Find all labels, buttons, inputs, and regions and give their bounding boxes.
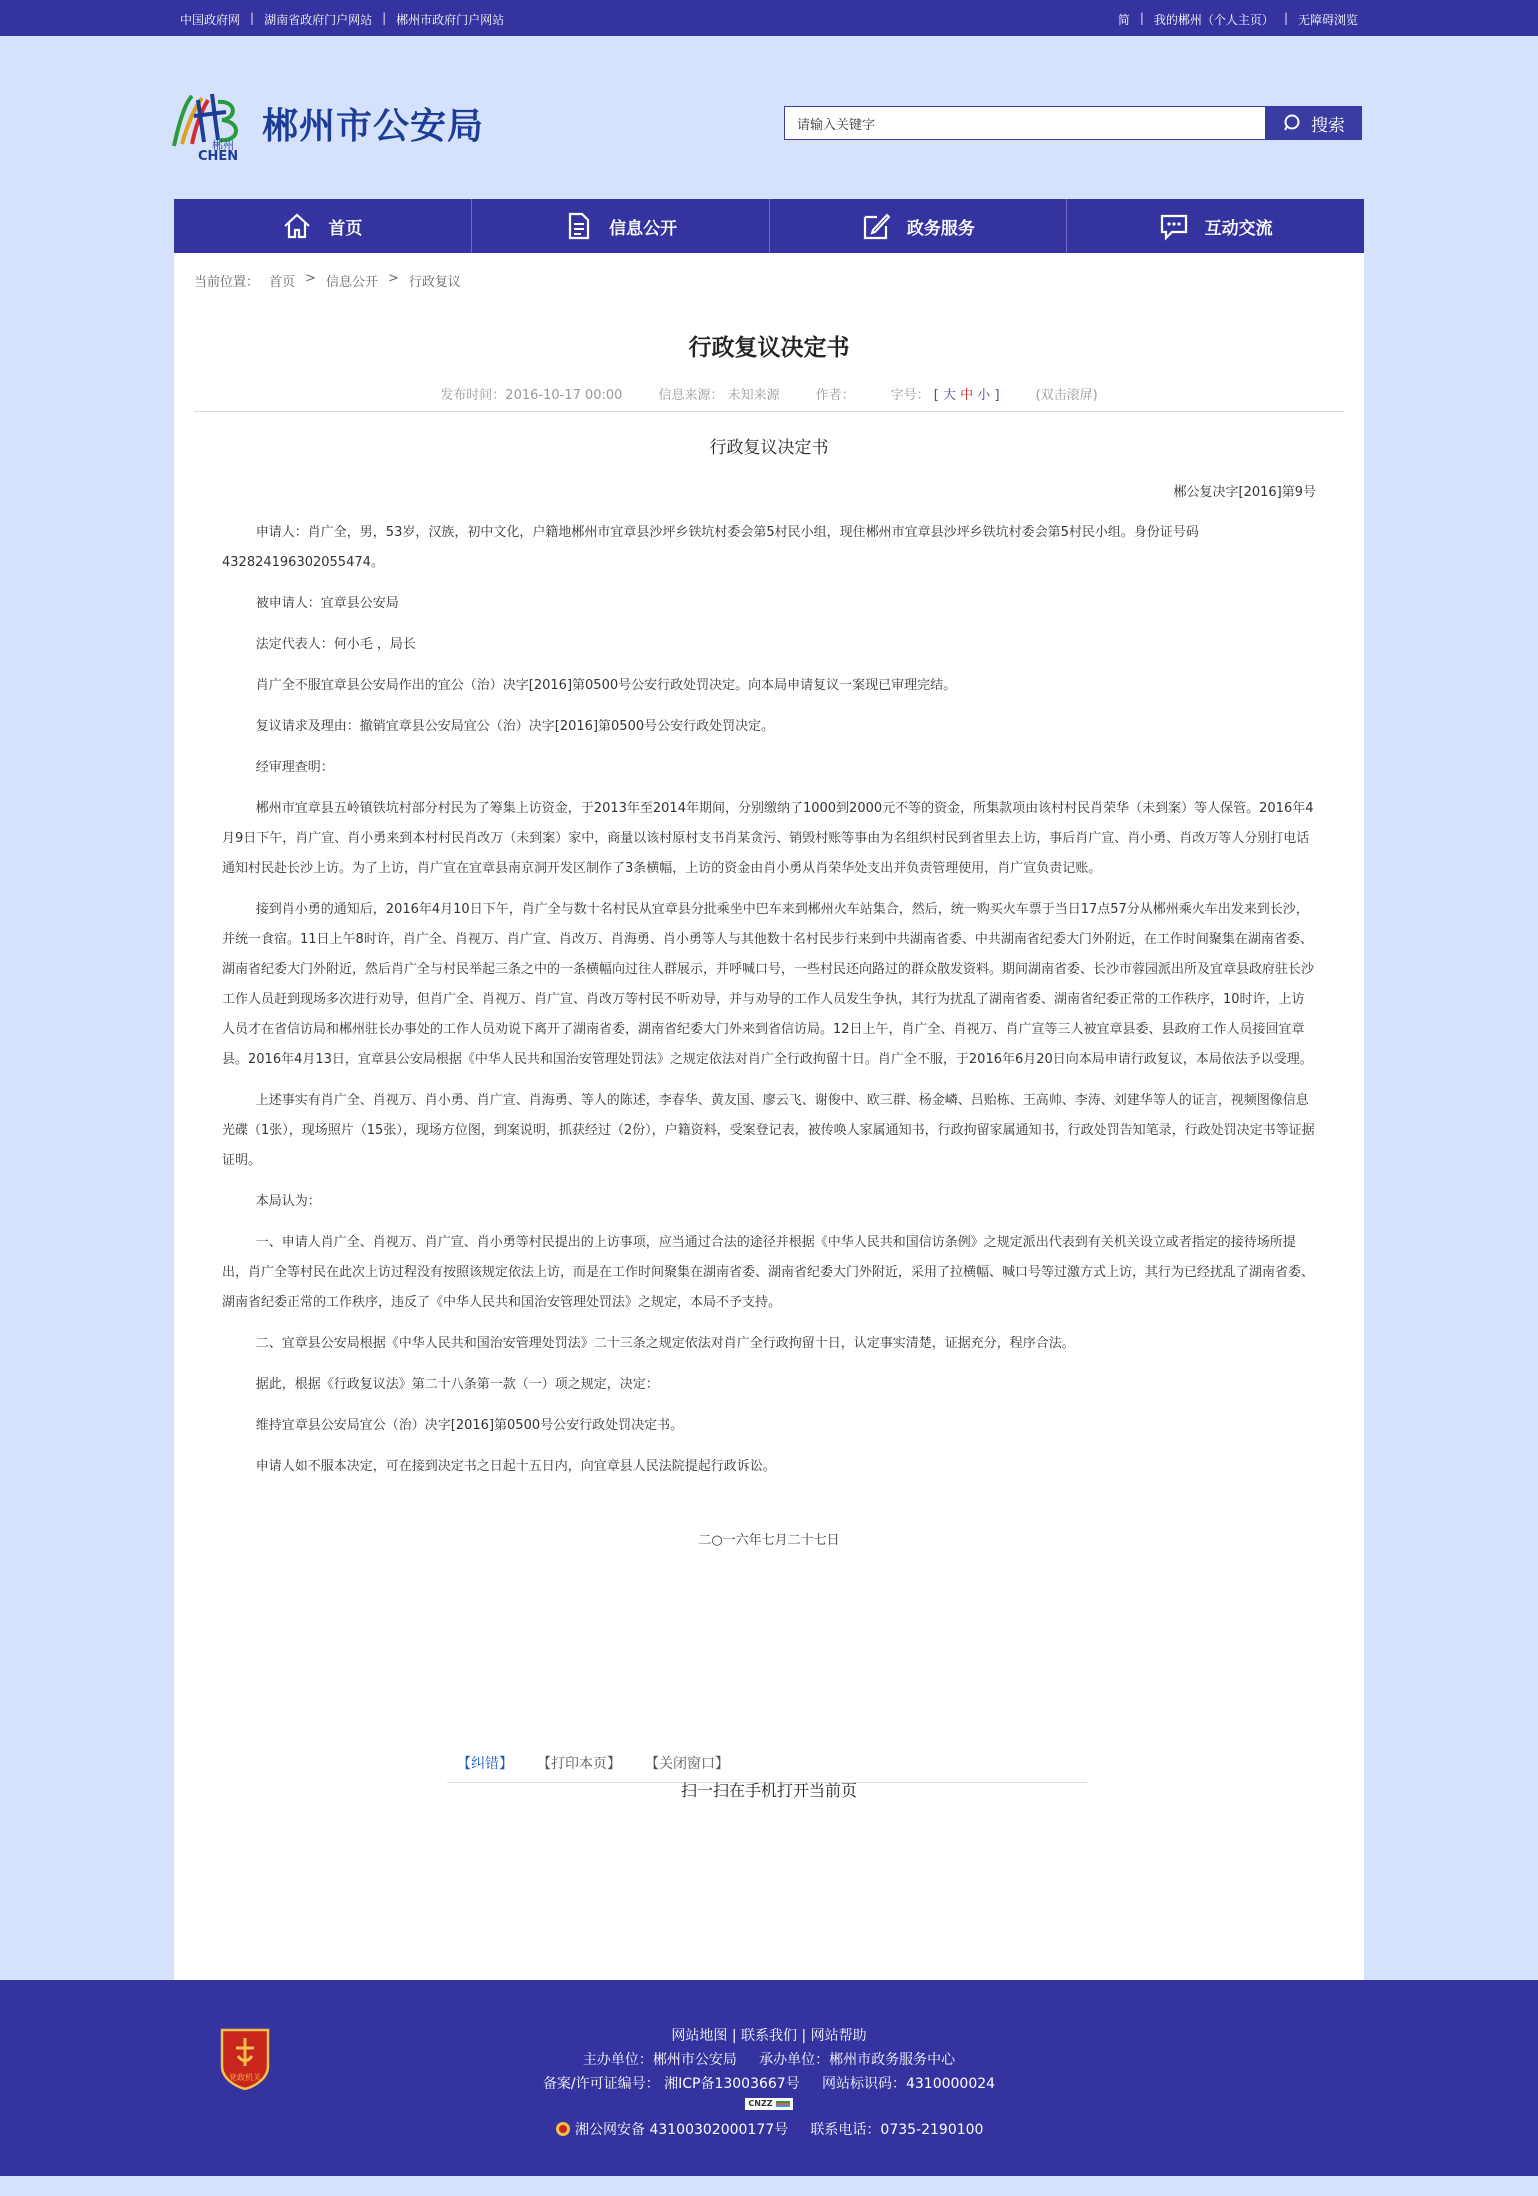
nav-item-interact[interactable] <box>1067 199 1364 253</box>
link-contact[interactable]: 联系我们 <box>741 2028 797 2044</box>
font-size-label: 字号： <box>890 388 930 403</box>
font-size-close: ] <box>994 388 1000 403</box>
paragraph: 经审理查明： <box>255 760 334 775</box>
logo-text: 郴州 <box>212 139 234 152</box>
link-gov-cn[interactable]: 中国政府网 <box>180 13 241 27</box>
link-chenzhou-gov[interactable]: 郴州市政府门户网站 <box>396 13 505 27</box>
link-simplified[interactable]: 简 <box>1117 13 1130 27</box>
paragraph: 一、申请人肖广全、肖视万、肖广宣、肖小勇等村民提出的上访事项，应当通过合法的途径并根据《中华人民共和国信访条例》之规定派出代表到有关机关设立或者指定的接待场所提出，肖广全等村民在此次上访过程没有按照该规定依法上访，而是在工作时间聚集在湖南省委、湖南省纪委大门外附近，采用了拉横幅、喊口号等过激方式上访，其行为已经扰乱了湖南省委、湖南省纪委正常的工作秩序，违反了《中华人民共和国治安管理处罚法》之规定，本局不予支持。 <box>222 1235 1315 1310</box>
divider: | <box>1139 11 1144 25</box>
doc-title: 行政复议决定书 <box>709 438 829 458</box>
publish-time: 发布时间：2016-10-17 00:00 <box>440 388 623 403</box>
breadcrumb-info[interactable]: 信息公开 <box>325 275 378 290</box>
search-bar <box>784 106 1362 140</box>
link-accessibility[interactable]: 无障碍浏览 <box>1297 13 1358 27</box>
divider: | <box>382 11 387 25</box>
author: 作者： <box>815 388 855 403</box>
paragraph: 申请人：肖广全，男，53岁，汉族，初中文化，户籍地郴州市宜章县沙坪乡铁坑村委会第5村民小组，现住郴州市宜章县沙坪乡铁坑村委会第5村民小组。身份证号码432824196302055474。 <box>222 525 1199 570</box>
footer-stats <box>0 2098 1538 2112</box>
search-button-label: 搜索 <box>1311 115 1345 136</box>
link-hunan-gov[interactable]: 湖南省政府门户网站 <box>264 13 373 27</box>
police-record[interactable]: 湘公网安备 43100302000177号 <box>575 2122 789 2138</box>
link-help[interactable]: 网站帮助 <box>810 2028 867 2044</box>
nav-item-info[interactable] <box>472 199 770 253</box>
chat-icon <box>1159 211 1189 241</box>
chenzhou-logo-icon[interactable] <box>166 88 256 160</box>
paragraph: 维持宜章县公安局宜公（治）决字[2016]第0500号公安行政处罚决定书。 <box>255 1418 684 1433</box>
bottom-strip <box>0 2176 1538 2196</box>
paragraph: 复议请求及理由：撤销宜章县公安局宜公（治）决字[2016]第0500号公安行政处罚决定。 <box>255 719 775 734</box>
paragraph: 据此，根据《行政复议法》第二十八条第一款（一）项之规定，决定： <box>255 1377 659 1392</box>
icp-number[interactable]: 备案/许可证编号： 湘ICP备13003667号 <box>542 2076 800 2092</box>
undertake-unit: 承办单位：郴州市政务服务中心 <box>759 2052 956 2068</box>
footer-host <box>0 2048 1538 2072</box>
header <box>0 36 1538 199</box>
top-links-right <box>1118 11 1358 28</box>
search-icon <box>1283 113 1303 133</box>
police-badge-icon <box>555 2121 571 2137</box>
info-source: 信息来源： 未知来源 <box>658 388 780 403</box>
contact-phone: 联系电话：0735-2190100 <box>810 2122 984 2138</box>
logo-sub: CHEN <box>198 149 239 160</box>
correct-button[interactable]: 【纠错】 <box>457 1755 513 1772</box>
paragraph: 接到肖小勇的通知后，2016年4月10日下午，肖广全与数十名村民从宜章县分批乘坐中巴车来到郴州火车站集合，然后，统一购买火车票于当日17点57分从郴州乘火车出发来到长沙，并统一食宿。11日上午8时许，肖广全、肖视万、肖广宣、肖改万、肖海勇、肖小勇等人与其他数十名村民步行来到中共湖南省委、中共湖南省纪委大门外附近，在工作时间聚集在湖南省委、湖南省纪委大门外附近，然后肖广全与村民举起三条之中的一条横幅向过往人群展示，并呼喊口号，一些村民还向路过的群众散发资料。期间湖南省委、长沙市蓉园派出所及宜章县政府驻长沙工作人员赶到现场多次进行劝导，但肖广全、肖视万、肖广宣、肖改万等村民不听劝导，并与劝导的工作人员发生争执，其行为扰乱了湖南省委、湖南省纪委正常的工作秩序，10时许，上访人员才在省信访局和郴州驻长办事处的工作人员劝说下离开了湖南省委，湖南省纪委大门外来到省信访局。12日上午，肖广全、肖视万、肖广宣等三人被宜章县委、县政府工作人员接回宜章县。2016年4月13日，宜章县公安局根据《中华人民共和国治安管理处罚法》之规定依法对肖广全行政拘留十日。肖广全不服，于2016年6月20日向本局申请行政复议，本局依法予以受理。 <box>222 902 1315 1067</box>
nav-label-info: 信息公开 <box>609 218 678 239</box>
divider: | <box>1283 11 1288 25</box>
paragraph: 法定代表人：何小毛 ，局长 <box>255 637 416 652</box>
nav-label-interact: 互动交流 <box>1204 218 1273 239</box>
edit-icon <box>861 211 891 241</box>
close-window-button[interactable]: 【关闭窗口】 <box>645 1755 729 1772</box>
paragraph: 申请人如不服本决定，可在接到决定书之日起十五日内，向宜章县人民法院提起行政诉讼。 <box>255 1459 776 1474</box>
site-id: 网站标识码：4310000024 <box>821 2076 996 2092</box>
paragraph: 本局认为： <box>255 1194 321 1209</box>
site-title[interactable]: 郴州市公安局 <box>262 106 485 147</box>
paragraph: 被申请人：宜章县公安局 <box>255 596 399 611</box>
footer <box>0 1980 1538 2176</box>
nav-item-service[interactable] <box>770 199 1068 253</box>
document-icon <box>563 211 593 241</box>
breadcrumb-prefix: 当前位置： <box>194 275 260 290</box>
search-button[interactable] <box>1266 106 1362 140</box>
paragraph: 上述事实有肖广全、肖视万、肖小勇、肖广宣、肖海勇、等人的陈述，李春华、黄友国、廖云飞、谢俊中、欧三群、杨金嶙、吕贻栋、王高帅、李涛、刘建华等人的证言，视频图像信息光碟（1张），现场照片（15张），现场方位图，到案说明，抓获经过（2份），户籍资料，受案登记表，被传唤人家属通知书，行政拘留家属通知书，行政处罚告知笔录，行政处罚决定书等证据证明。 <box>222 1093 1315 1168</box>
nav-label-home: 首页 <box>328 218 363 239</box>
article-actions <box>447 1743 1087 1783</box>
qr-caption: 扫一扫在手机打开当前页 <box>680 1781 857 1800</box>
breadcrumb-current[interactable]: 行政复议 <box>408 275 461 290</box>
cnzz-stats-icon[interactable]: CNZZ <box>745 2098 793 2110</box>
main-panel <box>174 253 1364 1980</box>
top-links-left <box>180 11 504 28</box>
font-size-open: [ <box>933 388 939 403</box>
footer-links: 网站地图 | 联系我们 | 网站帮助 <box>671 2028 867 2044</box>
title-divider <box>194 411 1344 412</box>
doc-number: 郴公复决字[2016]第9号 <box>1173 485 1316 500</box>
article-title: 行政复议决定书 <box>688 335 850 361</box>
dblclick-scroll: (双击滚屏) <box>1035 388 1098 403</box>
link-my-chenzhou[interactable]: 我的郴州（个人主页） <box>1153 13 1274 27</box>
divider: | <box>250 11 255 25</box>
breadcrumb-home[interactable]: 首页 <box>269 275 296 290</box>
home-icon <box>282 211 312 241</box>
host-unit: 主办单位：郴州市公安局 <box>582 2052 737 2068</box>
font-size-control <box>891 384 1000 403</box>
nav-item-home[interactable] <box>174 199 472 253</box>
nav-label-service: 政务服务 <box>906 218 975 239</box>
decision-date: 二○一六年七月二十七日 <box>698 1533 840 1548</box>
top-bar <box>0 0 1538 36</box>
breadcrumb <box>194 271 461 290</box>
font-mid-button[interactable]: 中 <box>960 388 974 403</box>
breadcrumb-sep: > <box>305 271 316 286</box>
paragraph: 郴州市宜章县五岭镇铁坑村部分村民为了筹集上访资金，于2013年至2014年期间，分别缴纳了1000到2000元不等的资金，所集款项由该村村民肖荣华（未到案）等人保管。2016年4月9日下午，肖广宣、肖小勇来到本村村民肖改万（未到案）家中，商量以该村原村支书肖某贪污、销毁村账等事由为名组织村民到省里去上访，事后肖广宣、肖小勇、肖改万等人分别打电话通知村民赴长沙上访。为了上访，肖广宣在宜章县南京洞开发区制作了3条横幅，上访的资金由肖小勇从肖荣华处支出并负责管理使用，肖广宣负责记账。 <box>222 801 1314 876</box>
breadcrumb-sep: > <box>387 271 399 286</box>
search-input[interactable] <box>784 106 1266 140</box>
badge-text: 党政机关 <box>229 2073 261 2082</box>
paragraph: 肖广全不服宜章县公安局作出的宜公（治）决字[2016]第0500号公安行政处罚决定。向本局申请复议一案现已审理完结。 <box>255 678 957 693</box>
main-nav <box>174 199 1364 253</box>
link-sitemap[interactable]: 网站地图 <box>671 2028 728 2044</box>
article-content <box>222 413 1316 1556</box>
paragraph: 二、宜章县公安局根据《中华人民共和国治安管理处罚法》二十三条之规定依法对肖广全行政拘留十日，认定事实清楚，证据充分，程序合法。 <box>255 1336 1075 1351</box>
print-button[interactable]: 【打印本页】 <box>537 1755 621 1772</box>
article-meta <box>174 384 1364 403</box>
font-big-button[interactable]: 大 <box>942 388 956 403</box>
footer-police <box>0 2118 1538 2142</box>
font-small-button[interactable]: 小 <box>977 388 991 403</box>
